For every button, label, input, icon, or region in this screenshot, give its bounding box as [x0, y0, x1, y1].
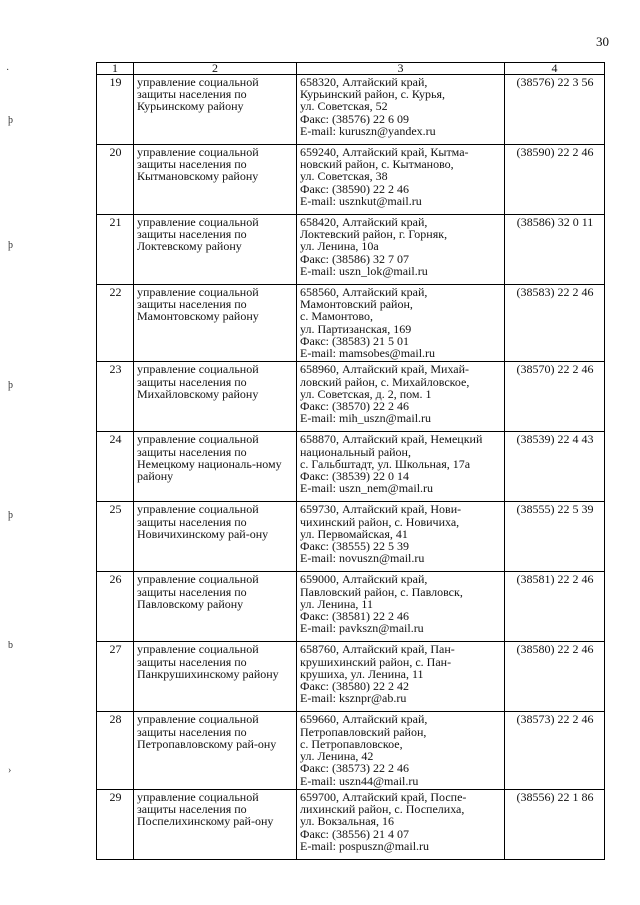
row-number: 20	[97, 145, 134, 215]
address-line: E-mail: uszn44@mail.ru	[300, 773, 419, 788]
office-phone: (38556) 22 1 86	[505, 789, 605, 859]
address-line: Павловский район, с. Павловск,	[300, 584, 463, 599]
address-line: ул. Ленина, 42	[300, 749, 374, 764]
office-address	[297, 502, 505, 572]
address-line: 658420, Алтайский край,	[300, 215, 428, 229]
address-line: E-mail: ksznpr@ab.ru	[300, 691, 407, 706]
address-line: Факс: (38583) 21 5 01	[300, 333, 409, 348]
row-number: 28	[97, 712, 134, 789]
table-row	[97, 432, 605, 502]
office-name: управление социальной защиты населения по Павловскому району	[134, 572, 297, 642]
office-name: управление социальной защиты населения по Кытмановскому району	[134, 145, 297, 215]
office-name: управление социальной защиты населения по Локтевскому району	[134, 215, 297, 285]
address-line: 659240, Алтайский край, Кытма-	[300, 145, 469, 159]
office-phone: (38581) 22 2 46	[505, 572, 605, 642]
margin-mark: b	[8, 640, 13, 651]
row-number: 27	[97, 642, 134, 712]
address-line: крушихинский район, с. Пан-	[300, 654, 452, 669]
address-line: Факс: (38576) 22 6 09	[300, 111, 409, 126]
address-line: с. Мамонтово,	[300, 309, 374, 324]
address-line: с. Петропавловское,	[300, 736, 403, 751]
address-line: Курьинский район, с. Курья,	[300, 87, 446, 102]
address-line: E-mail: novuszn@mail.ru	[300, 551, 425, 566]
table-body	[97, 75, 605, 860]
address-line: E-mail: uszn_nem@mail.ru	[300, 481, 434, 496]
office-name: управление социальной защиты населения по Панкрушихинскому району	[134, 642, 297, 712]
office-name: управление социальной защиты населения по Михайловскому району	[134, 362, 297, 432]
office-address	[297, 362, 505, 432]
office-phone: (38590) 22 2 46	[505, 145, 605, 215]
header-col-1: 1	[97, 63, 134, 75]
address-line: Факс: (38556) 21 4 07	[300, 826, 409, 841]
address-line: ул. Ленина, 11	[300, 596, 373, 611]
row-number: 26	[97, 572, 134, 642]
office-phone: (38583) 22 2 46	[505, 285, 605, 362]
office-address	[297, 712, 505, 789]
address-line: Локтевский район, г. Горняк,	[300, 227, 448, 242]
address-line: E-mail: pospuszn@mail.ru	[300, 838, 430, 853]
address-line: 658320, Алтайский край,	[300, 75, 428, 89]
address-line: 659000, Алтайский край,	[300, 572, 428, 587]
address-line: Факс: (38590) 22 2 46	[300, 181, 409, 196]
address-line: ул. Советская, 38	[300, 169, 388, 184]
row-number: 19	[97, 75, 134, 145]
address-line: 658870, Алтайский край, Немецкий	[300, 432, 483, 447]
address-line: Факс: (38570) 22 2 46	[300, 399, 409, 414]
office-address	[297, 145, 505, 215]
row-number: 25	[97, 502, 134, 572]
office-phone: (38539) 22 4 43	[505, 432, 605, 502]
address-line: Мамонтовский район,	[300, 297, 413, 312]
address-line: Факс: (38580) 22 2 42	[300, 679, 409, 694]
address-line: ловский район, с. Михайловское,	[300, 374, 470, 389]
address-line: национальный район,	[300, 444, 411, 459]
address-line: E-mail: pavkszn@mail.ru	[300, 621, 424, 636]
office-address	[297, 572, 505, 642]
office-address	[297, 642, 505, 712]
address-line: Факс: (38539) 22 0 14	[300, 469, 409, 484]
table-row	[97, 145, 605, 215]
address-line: Факс: (38586) 32 7 07	[300, 251, 409, 266]
address-line: Факс: (38555) 22 5 39	[300, 539, 409, 554]
address-line: E-mail: mamsobes@mail.ru	[300, 346, 436, 361]
table-row	[97, 642, 605, 712]
address-line: E-mail: uszn_lok@mail.ru	[300, 263, 428, 278]
margin-mark: þ	[8, 115, 13, 126]
row-number: 21	[97, 215, 134, 285]
address-line: ул. Первомайская, 41	[300, 526, 408, 541]
office-address	[297, 215, 505, 285]
table-row	[97, 712, 605, 789]
office-phone: (38576) 22 3 56	[505, 75, 605, 145]
address-line: Петропавловский район,	[300, 724, 427, 739]
address-line: 659660, Алтайский край,	[300, 712, 428, 727]
address-line: Факс: (38573) 22 2 46	[300, 761, 409, 776]
office-name: управление социальной защиты населения по Курьинскому району	[134, 75, 297, 145]
table-row	[97, 789, 605, 859]
office-name: управление социальной защиты населения по Новичихинскому рай-ону	[134, 502, 297, 572]
address-line: лихинский район, с. Поспелиха,	[300, 802, 465, 817]
address-line: новский район, с. Кытманово,	[300, 157, 454, 172]
address-line: крушиха, ул. Ленина, 11	[300, 666, 424, 681]
table-row	[97, 502, 605, 572]
office-phone: (38580) 22 2 46	[505, 642, 605, 712]
office-name: управление социальной защиты населения по Немецкому националь-ному району	[134, 432, 297, 502]
address-line: 658960, Алтайский край, Михай-	[300, 362, 470, 377]
address-line: ул. Вокзальная, 16	[300, 814, 395, 829]
address-line: ул. Советская, д. 2, пом. 1	[300, 386, 432, 401]
office-phone: (38573) 22 2 46	[505, 712, 605, 789]
office-address	[297, 789, 505, 859]
office-name: управление социальной защиты населения по Петропавловскому рай-ону	[134, 712, 297, 789]
header-col-2: 2	[134, 63, 297, 75]
office-address	[297, 75, 505, 145]
table-row	[97, 285, 605, 362]
office-name: управление социальной защиты населения по Поспелихинскому рай-ону	[134, 789, 297, 859]
margin-mark: þ	[8, 240, 13, 251]
address-line: чихинский район, с. Новичиха,	[300, 514, 460, 529]
office-phone: (38586) 32 0 11	[505, 215, 605, 285]
header-col-3: 3	[297, 63, 505, 75]
table-row	[97, 215, 605, 285]
margin-mark: þ	[8, 510, 13, 521]
social-protection-table	[96, 62, 605, 860]
row-number: 24	[97, 432, 134, 502]
address-line: E-mail: mih_uszn@mail.ru	[300, 411, 432, 426]
office-phone: (38570) 22 2 46	[505, 362, 605, 432]
office-name: управление социальной защиты населения по Мамонтовскому району	[134, 285, 297, 362]
header-col-4: 4	[505, 63, 605, 75]
table-row	[97, 75, 605, 145]
row-number: 29	[97, 789, 134, 859]
margin-mark: þ	[8, 380, 13, 391]
address-line: ул. Партизанская, 169	[300, 321, 412, 336]
address-line: с. Гальбштадт, ул. Школьная, 17а	[300, 456, 471, 471]
row-number: 23	[97, 362, 134, 432]
margin-mark: ·	[6, 65, 10, 76]
row-number: 22	[97, 285, 134, 362]
page-number: 30	[596, 34, 609, 49]
address-line: ул. Советская, 52	[300, 99, 388, 114]
address-line: 659730, Алтайский край, Нови-	[300, 502, 462, 517]
office-phone: (38555) 22 5 39	[505, 502, 605, 572]
table-header-row	[97, 63, 605, 75]
address-line: 658760, Алтайский край, Пан-	[300, 642, 455, 657]
table-row	[97, 572, 605, 642]
office-address	[297, 285, 505, 362]
address-line: 659700, Алтайский край, Поспе-	[300, 789, 467, 804]
office-address	[297, 432, 505, 502]
address-line: E-mail: kuruszn@yandex.ru	[300, 123, 436, 138]
table-row	[97, 362, 605, 432]
address-line: E-mail: usznkut@mail.ru	[300, 193, 422, 208]
address-line: ул. Ленина, 10а	[300, 239, 379, 254]
address-line: Факс: (38581) 22 2 46	[300, 609, 409, 624]
address-line: 658560, Алтайский край,	[300, 285, 428, 299]
margin-mark: ›	[8, 765, 12, 776]
